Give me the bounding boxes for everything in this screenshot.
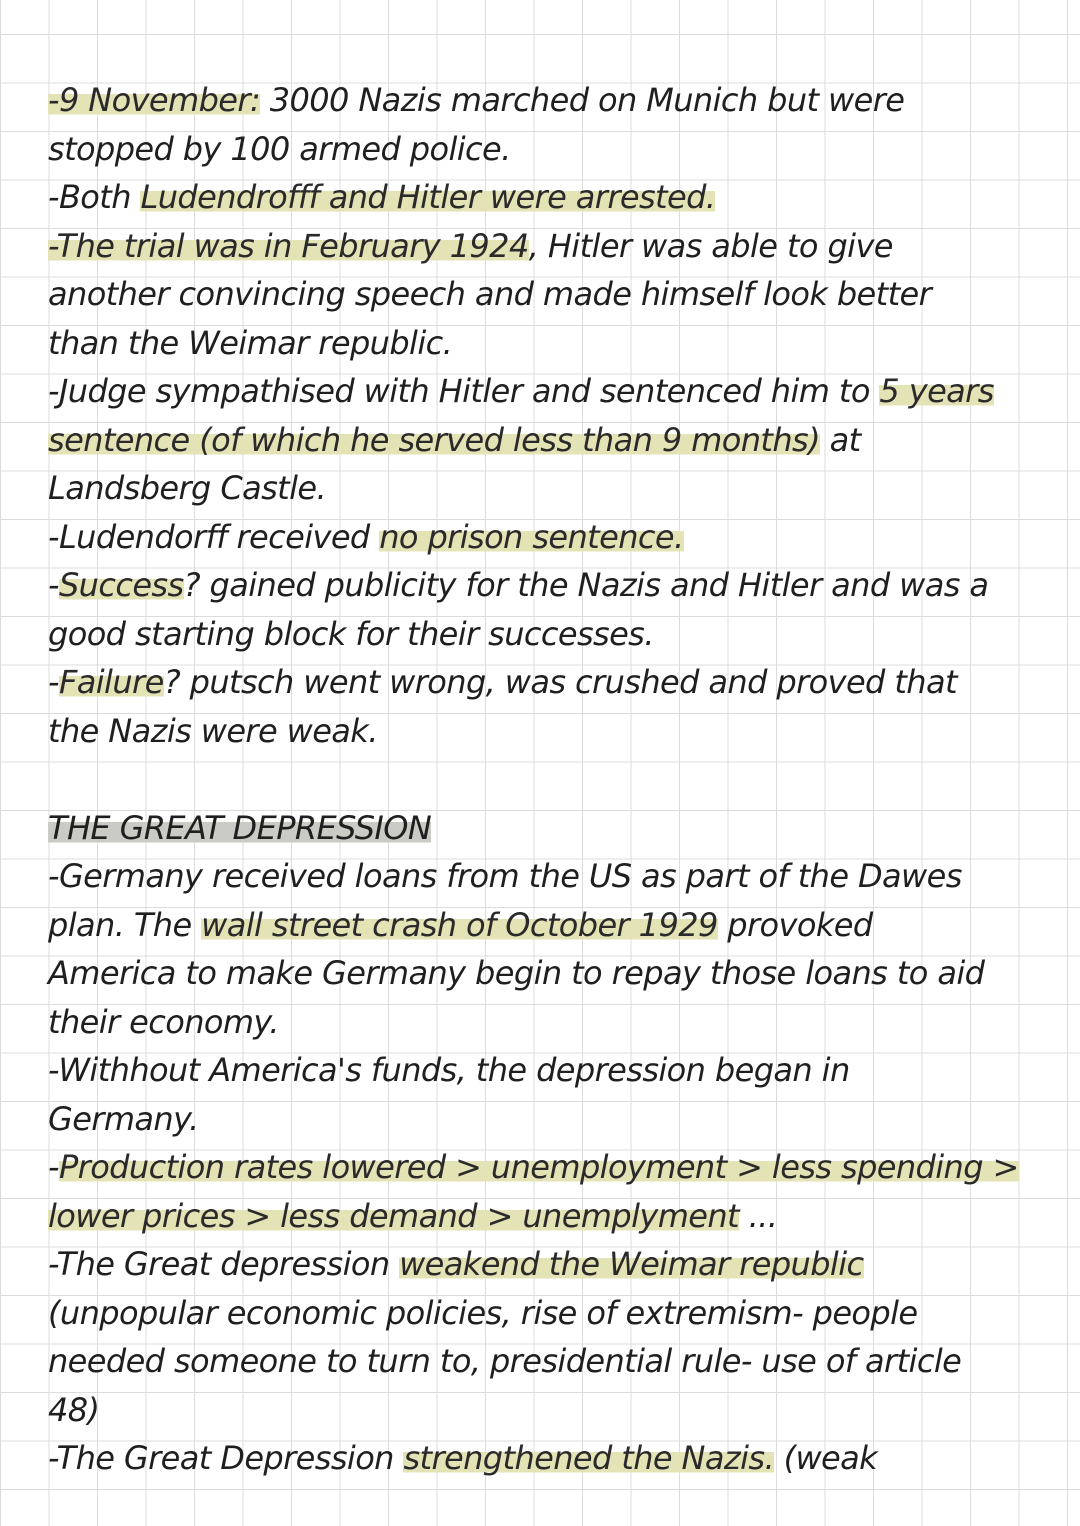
note-line: sentence (of which he served less than 9 months) at <box>48 420 861 459</box>
note-line: -Withhout America's funds, the depression began in <box>48 1051 850 1089</box>
note-line: Germany. <box>48 1099 199 1138</box>
note-line: -Failure? putsch went wrong, was crushed and proved that <box>48 663 957 701</box>
highlight: lower prices > less demand > unemplyment <box>48 1196 740 1235</box>
note-line: -Production rates lowered > unemployment > less spending > <box>48 1148 1019 1186</box>
note-line: -The Great Depression strengthened the Nazis. (weak <box>48 1439 878 1477</box>
highlight: 5 years <box>879 372 994 410</box>
note-line: than the Weimar republic. <box>48 323 453 362</box>
note-line: -9 November: 3000 Nazis marched on Munich but were <box>48 81 905 119</box>
note-line: -Ludendorff received no prison sentence. <box>48 517 684 556</box>
note-line: -The trial was in February 1924, Hitler was able to give <box>48 226 893 265</box>
highlight: weakend the Weimar republic <box>399 1245 864 1283</box>
note-line: Landsberg Castle. <box>48 469 327 507</box>
note-line: -Germany received loans from the US as part of the Dawes <box>48 857 962 895</box>
note-line: stopped by 100 armed police. <box>48 129 511 168</box>
section-heading <box>48 804 1063 853</box>
note-line: good starting block for their successes. <box>48 614 654 653</box>
blank-line <box>48 755 1063 804</box>
heading-highlight: THE GREAT DEPRESSION <box>48 808 432 847</box>
note-line: -Both Ludendrofff and Hitler were arrested. <box>48 178 716 216</box>
note-line: 48) <box>48 1390 100 1429</box>
note-line: plan. The wall street crash of October 1929 provoked <box>48 905 873 944</box>
note-line: (unpopular economic policies, rise of extremism- people <box>48 1293 918 1332</box>
note-line: America to make Germany begin to repay those loans to aid <box>48 954 985 992</box>
note-line: -Success? gained publicity for the Nazis and Hitler and was a <box>48 566 989 604</box>
note-line: -The Great depression weakend the Weimar republic <box>48 1245 864 1283</box>
highlight: wall street crash of October 1929 <box>201 905 718 944</box>
highlight: strengthened the Nazis. <box>403 1439 775 1477</box>
note-line: lower prices > less demand > unemplyment ... <box>48 1196 778 1235</box>
highlight: Ludendrofff and Hitler were arrested. <box>140 178 716 216</box>
highlight: Failure <box>58 663 164 701</box>
highlight: sentence (of which he served less than 9 months) <box>48 420 820 459</box>
notes-content <box>48 76 1063 1483</box>
highlight: Success <box>58 566 184 604</box>
highlight: -The trial was in February 1924 <box>48 226 529 265</box>
note-line: another convincing speech and made himself look better <box>48 275 932 313</box>
note-line: the Nazis were weak. <box>48 711 378 750</box>
note-line: needed someone to turn to, presidential rule- use of article <box>48 1342 962 1380</box>
highlight: Production rates lowered > unemployment > less spending > <box>58 1148 1019 1186</box>
highlight: -9 November: <box>48 81 261 119</box>
note-line: -Judge sympathised with Hitler and sentenced him to 5 years <box>48 372 994 410</box>
highlight: no prison sentence. <box>379 517 684 556</box>
note-line: their economy. <box>48 1002 279 1041</box>
